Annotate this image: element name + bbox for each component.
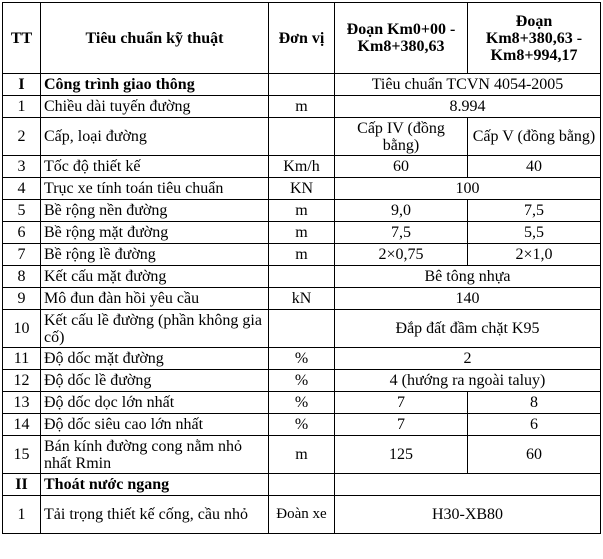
row-unit <box>269 310 335 348</box>
table-row <box>3 96 601 118</box>
header-segment-1: Đoạn Km0+00 - Km8+380,63 <box>335 3 468 74</box>
row-number: 15 <box>3 436 41 474</box>
row-merged-value: H30-XB80 <box>335 496 601 534</box>
row-unit: Đoàn xe <box>269 496 335 534</box>
table-row <box>3 288 601 310</box>
section-number: II <box>3 474 41 496</box>
table-row <box>3 156 601 178</box>
row-value-segment-2: Cấp V (đồng bằng) <box>468 118 601 156</box>
row-criterion: Kết cấu lề đường (phần không gia cố) <box>41 310 269 348</box>
table-row <box>3 200 601 222</box>
table-row <box>3 496 601 534</box>
row-number: 6 <box>3 222 41 244</box>
table-row <box>3 436 601 474</box>
row-criterion: Kết cấu mặt đường <box>41 266 269 288</box>
table-row <box>3 310 601 348</box>
row-value-segment-2: 40 <box>468 156 601 178</box>
row-unit: KN <box>269 178 335 200</box>
row-value-segment-2: 60 <box>468 436 601 474</box>
row-value-segment-1: 9,0 <box>335 200 468 222</box>
section-note: Tiêu chuẩn TCVN 4054-2005 <box>335 74 601 96</box>
row-unit: % <box>269 392 335 414</box>
row-criterion: Chiều dài tuyến đường <box>41 96 269 118</box>
row-unit: % <box>269 348 335 370</box>
section-unit-cell <box>269 74 335 96</box>
table-row <box>3 118 601 156</box>
row-value-segment-2: 8 <box>468 392 601 414</box>
row-number: 1 <box>3 496 41 534</box>
row-number: 14 <box>3 414 41 436</box>
section-unit-cell <box>269 474 335 496</box>
row-unit: kN <box>269 288 335 310</box>
section-value-cell <box>335 474 601 496</box>
row-merged-value: 2 <box>335 348 601 370</box>
row-criterion: Độ dốc mặt đường <box>41 348 269 370</box>
table-row <box>3 370 601 392</box>
row-value-segment-1: 7 <box>335 414 468 436</box>
table-row <box>3 244 601 266</box>
table-row <box>3 414 601 436</box>
row-value-segment-1: Cấp IV (đồng bằng) <box>335 118 468 156</box>
row-unit: m <box>269 244 335 266</box>
row-merged-value: 8.994 <box>335 96 601 118</box>
row-merged-value: Đắp đất đầm chặt K95 <box>335 310 601 348</box>
row-unit: m <box>269 200 335 222</box>
row-number: 5 <box>3 200 41 222</box>
table-row <box>3 266 601 288</box>
row-unit: m <box>269 96 335 118</box>
row-number: 11 <box>3 348 41 370</box>
row-criterion: Độ dốc siêu cao lớn nhất <box>41 414 269 436</box>
row-criterion: Bề rộng mặt đường <box>41 222 269 244</box>
row-number: 4 <box>3 178 41 200</box>
row-number: 9 <box>3 288 41 310</box>
row-number: 7 <box>3 244 41 266</box>
table-row <box>3 348 601 370</box>
row-unit: m <box>269 436 335 474</box>
row-number: 13 <box>3 392 41 414</box>
header-unit: Đơn vị <box>269 3 335 74</box>
row-unit <box>269 118 335 156</box>
section-row <box>3 74 601 96</box>
row-number: 3 <box>3 156 41 178</box>
row-value-segment-1: 60 <box>335 156 468 178</box>
row-unit: m <box>269 222 335 244</box>
row-criterion: Bán kính đường cong nằm nhỏ nhất Rmin <box>41 436 269 474</box>
table-row <box>3 178 601 200</box>
row-merged-value: 4 (hướng ra ngoài taluy) <box>335 370 601 392</box>
row-value-segment-2: 2×1,0 <box>468 244 601 266</box>
row-merged-value: 140 <box>335 288 601 310</box>
table-row <box>3 222 601 244</box>
row-number: 1 <box>3 96 41 118</box>
section-row <box>3 474 601 496</box>
table-row <box>3 392 601 414</box>
row-value-segment-2: 7,5 <box>468 200 601 222</box>
header-tt: TT <box>3 3 41 74</box>
row-value-segment-1: 125 <box>335 436 468 474</box>
technical-standards-table <box>2 2 601 534</box>
row-unit <box>269 266 335 288</box>
row-criterion: Tải trọng thiết kế cống, cầu nhỏ <box>41 496 269 534</box>
row-unit: Km/h <box>269 156 335 178</box>
row-number: 12 <box>3 370 41 392</box>
row-criterion: Tốc độ thiết kế <box>41 156 269 178</box>
row-value-segment-1: 7,5 <box>335 222 468 244</box>
row-criterion: Độ dốc lề đường <box>41 370 269 392</box>
row-number: 2 <box>3 118 41 156</box>
row-value-segment-2: 6 <box>468 414 601 436</box>
row-unit: % <box>269 370 335 392</box>
table-header-row <box>3 3 601 74</box>
row-value-segment-1: 7 <box>335 392 468 414</box>
row-number: 10 <box>3 310 41 348</box>
row-merged-value: 100 <box>335 178 601 200</box>
row-criterion: Bề rộng lề đường <box>41 244 269 266</box>
section-title: Công trình giao thông <box>41 74 269 96</box>
row-value-segment-2: 5,5 <box>468 222 601 244</box>
row-criterion: Cấp, loại đường <box>41 118 269 156</box>
section-number: I <box>3 74 41 96</box>
row-criterion: Bề rộng nền đường <box>41 200 269 222</box>
header-criteria: Tiêu chuẩn kỹ thuật <box>41 3 269 74</box>
row-value-segment-1: 2×0,75 <box>335 244 468 266</box>
row-unit: % <box>269 414 335 436</box>
section-title: Thoát nước ngang <box>41 474 269 496</box>
row-criterion: Độ dốc dọc lớn nhất <box>41 392 269 414</box>
row-merged-value: Bê tông nhựa <box>335 266 601 288</box>
row-criterion: Mô đun đàn hồi yêu cầu <box>41 288 269 310</box>
row-number: 8 <box>3 266 41 288</box>
row-criterion: Trục xe tính toán tiêu chuẩn <box>41 178 269 200</box>
header-segment-2: Đoạn Km8+380,63 - Km8+994,17 <box>468 3 601 74</box>
